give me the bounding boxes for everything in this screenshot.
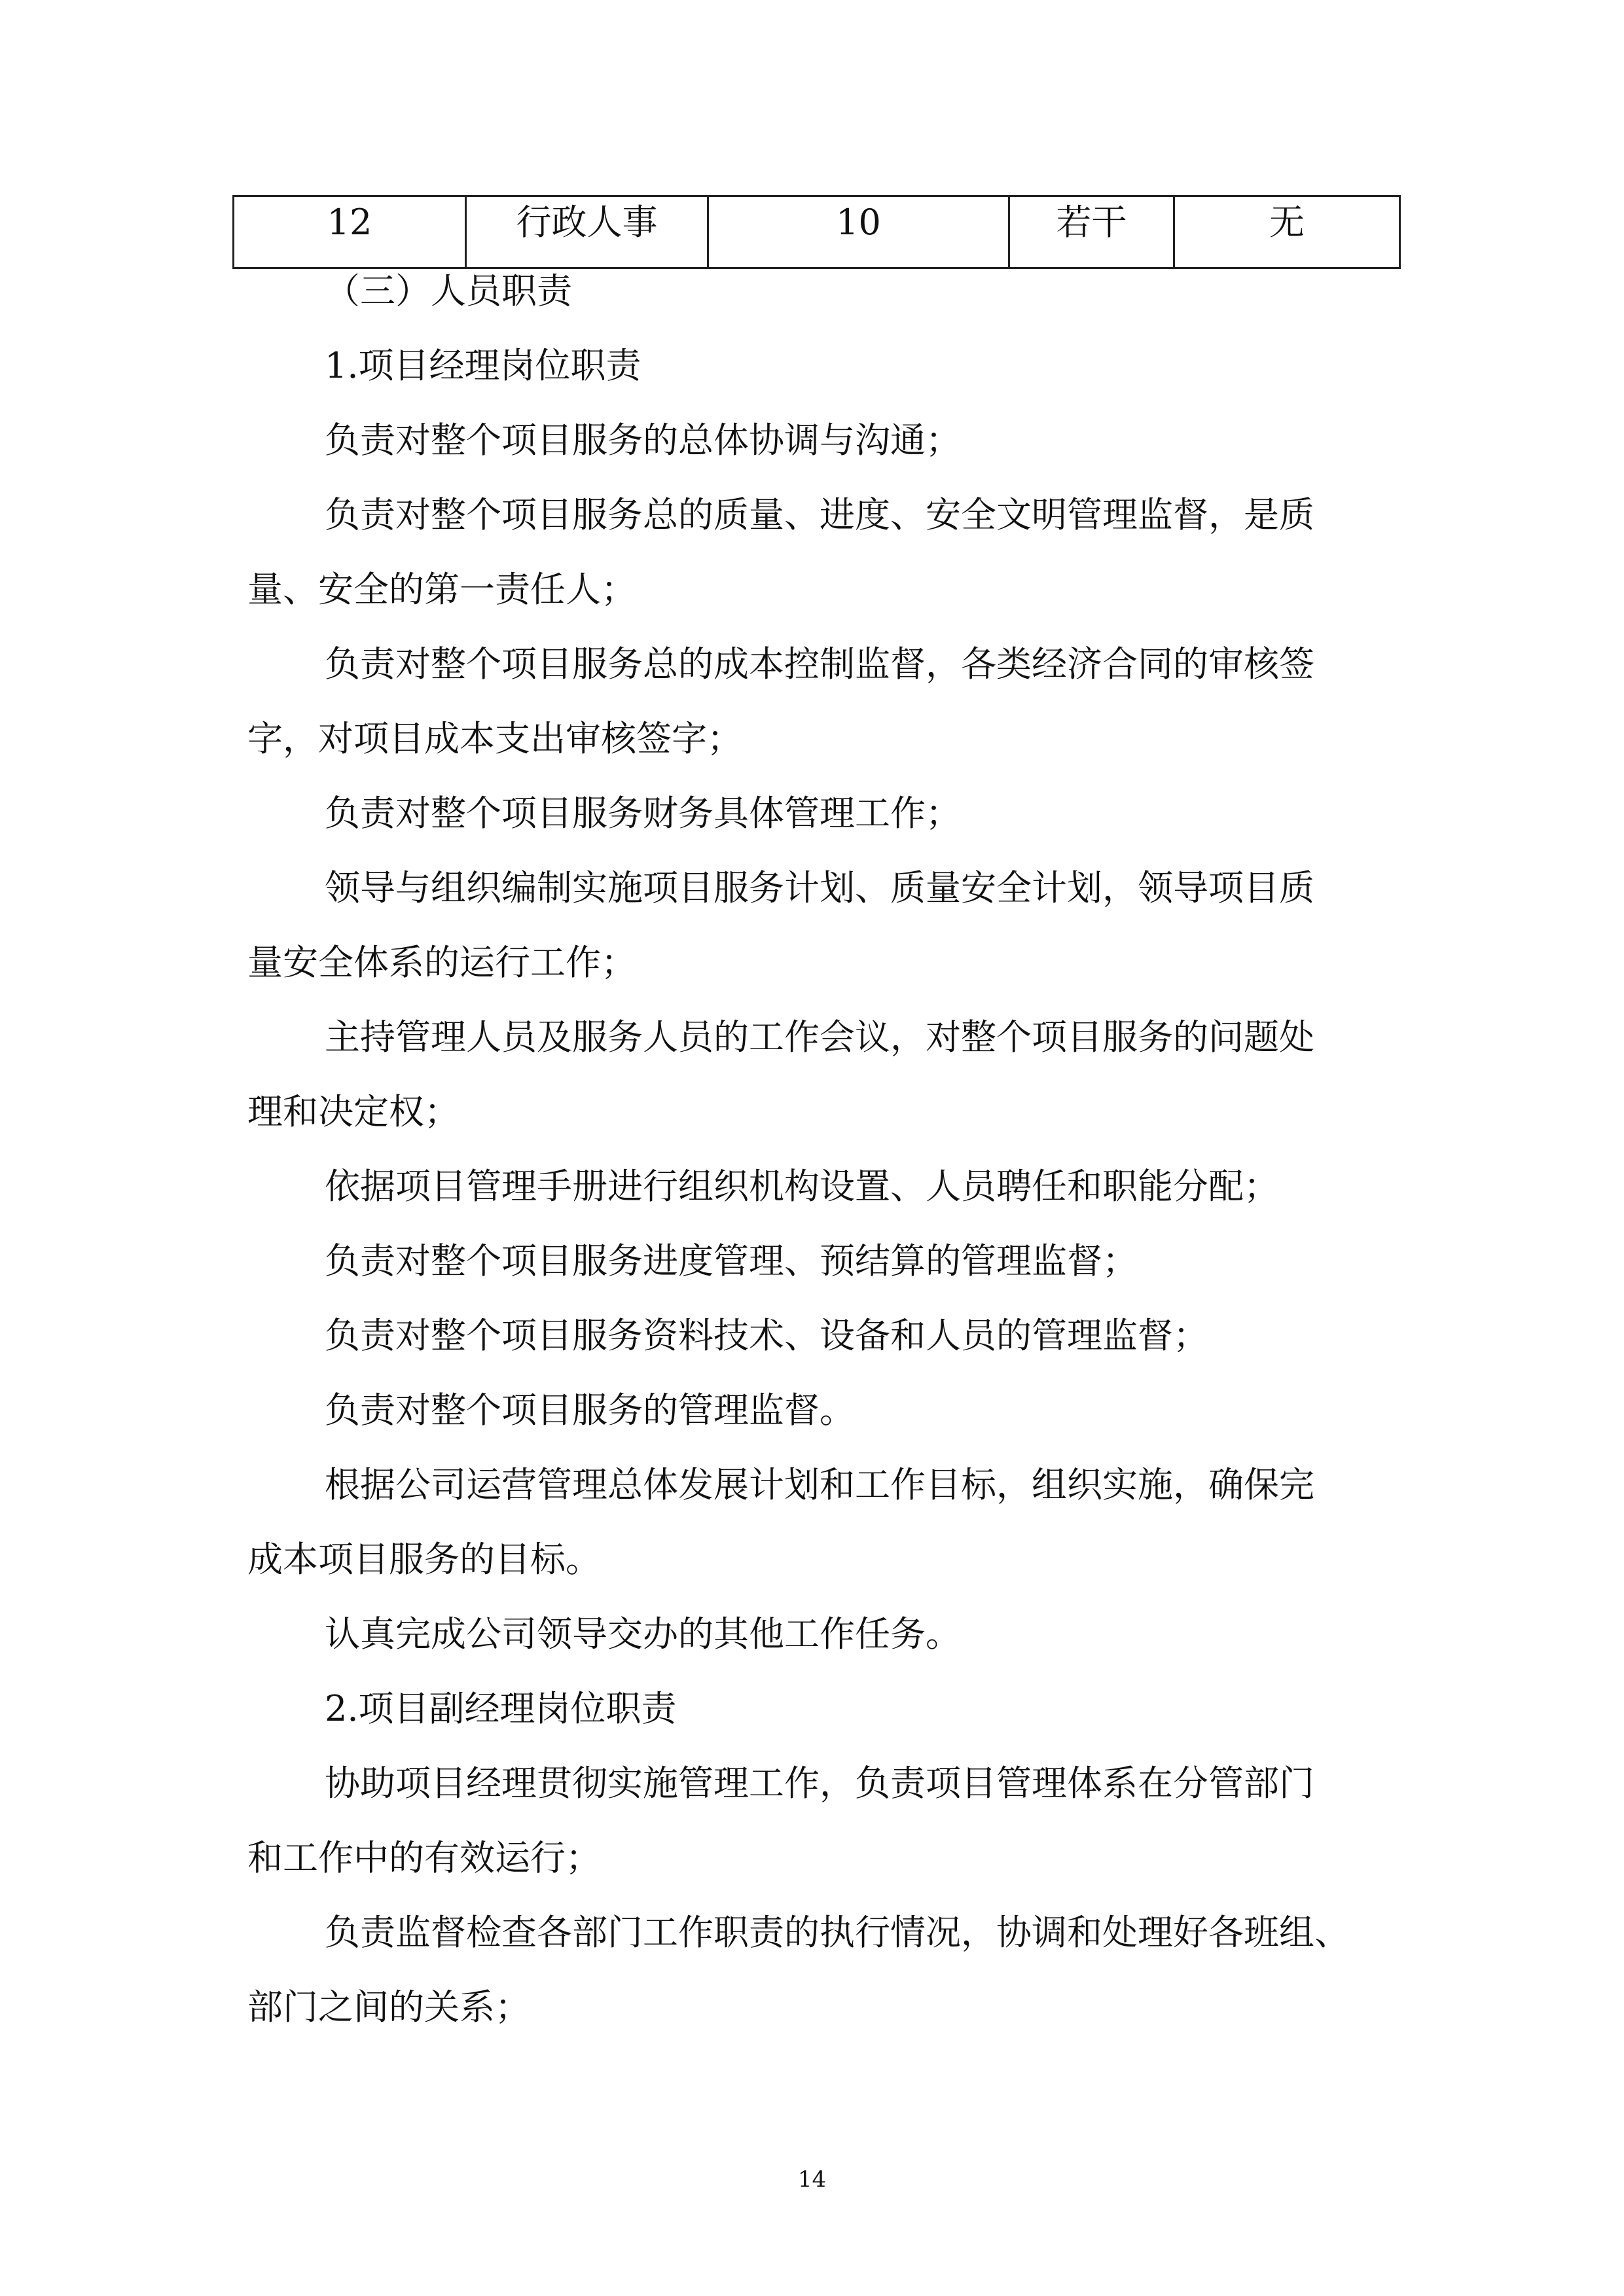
paragraph-line: 1.项目经理岗位职责 <box>325 345 641 386</box>
paragraph-line: 量安全体系的运行工作； <box>247 942 636 983</box>
paragraph-line: 负责对整个项目服务总的质量、进度、安全文明管理监督，是质 <box>325 494 1314 535</box>
paragraph-line: 负责对整个项目服务资料技术、设备和人员的管理监督； <box>325 1315 1208 1356</box>
paragraph-line: 负责监督检查各部门工作职责的执行情况，协调和处理好各班组、 <box>325 1912 1350 1953</box>
paragraph-line: 字，对项目成本支出审核签字； <box>247 718 742 759</box>
table-cell-count: 10 <box>708 196 1009 268</box>
paragraph-line: 领导与组织编制实施项目服务计划、质量安全计划，领导项目质 <box>325 867 1314 908</box>
paragraph-line: 根据公司运营管理总体发展计划和工作目标，组织实施，确保完 <box>325 1464 1314 1505</box>
paragraph-line: 成本项目服务的目标。 <box>247 1539 601 1580</box>
table-cell-quantity: 若干 <box>1009 196 1174 268</box>
paragraph-line: 负责对整个项目服务总的成本控制监督，各类经济合同的审核签 <box>325 643 1314 685</box>
table-cell-position: 行政人事 <box>466 196 708 268</box>
paragraph-line: 2.项目副经理岗位职责 <box>325 1688 677 1729</box>
paragraph-line: 协助项目经理贯彻实施管理工作，负责项目管理体系在分管部门 <box>325 1763 1314 1804</box>
paragraph-line: 负责对整个项目服务的管理监督。 <box>325 1390 855 1431</box>
paragraph-line: 认真完成公司领导交办的其他工作任务。 <box>325 1613 961 1655</box>
section-heading: （三）人员职责 <box>325 270 572 312</box>
body-text <box>247 254 1386 2045</box>
paragraph-line: 主持管理人员及服务人员的工作会议，对整个项目服务的问题处 <box>325 1016 1314 1058</box>
table-cell-index: 12 <box>234 196 466 268</box>
paragraph-line: 依据项目管理手册进行组织机构设置、人员聘任和职能分配； <box>325 1166 1279 1207</box>
page-number: 14 <box>797 2166 827 2193</box>
paragraph-line: 负责对整个项目服务财务具体管理工作； <box>325 793 961 834</box>
table-cell-requirement: 无 <box>1174 196 1400 268</box>
paragraph-line: 理和决定权； <box>247 1091 460 1132</box>
paragraph-line: 负责对整个项目服务的总体协调与沟通； <box>325 420 961 461</box>
paragraph-line: 负责对整个项目服务进度管理、预结算的管理监督； <box>325 1240 1138 1282</box>
paragraph-line: 部门之间的关系； <box>247 1986 530 2028</box>
paragraph-line: 量、安全的第一责任人； <box>247 569 636 610</box>
paragraph-list <box>247 329 1386 2045</box>
paragraph-line: 和工作中的有效运行； <box>247 1837 601 1878</box>
